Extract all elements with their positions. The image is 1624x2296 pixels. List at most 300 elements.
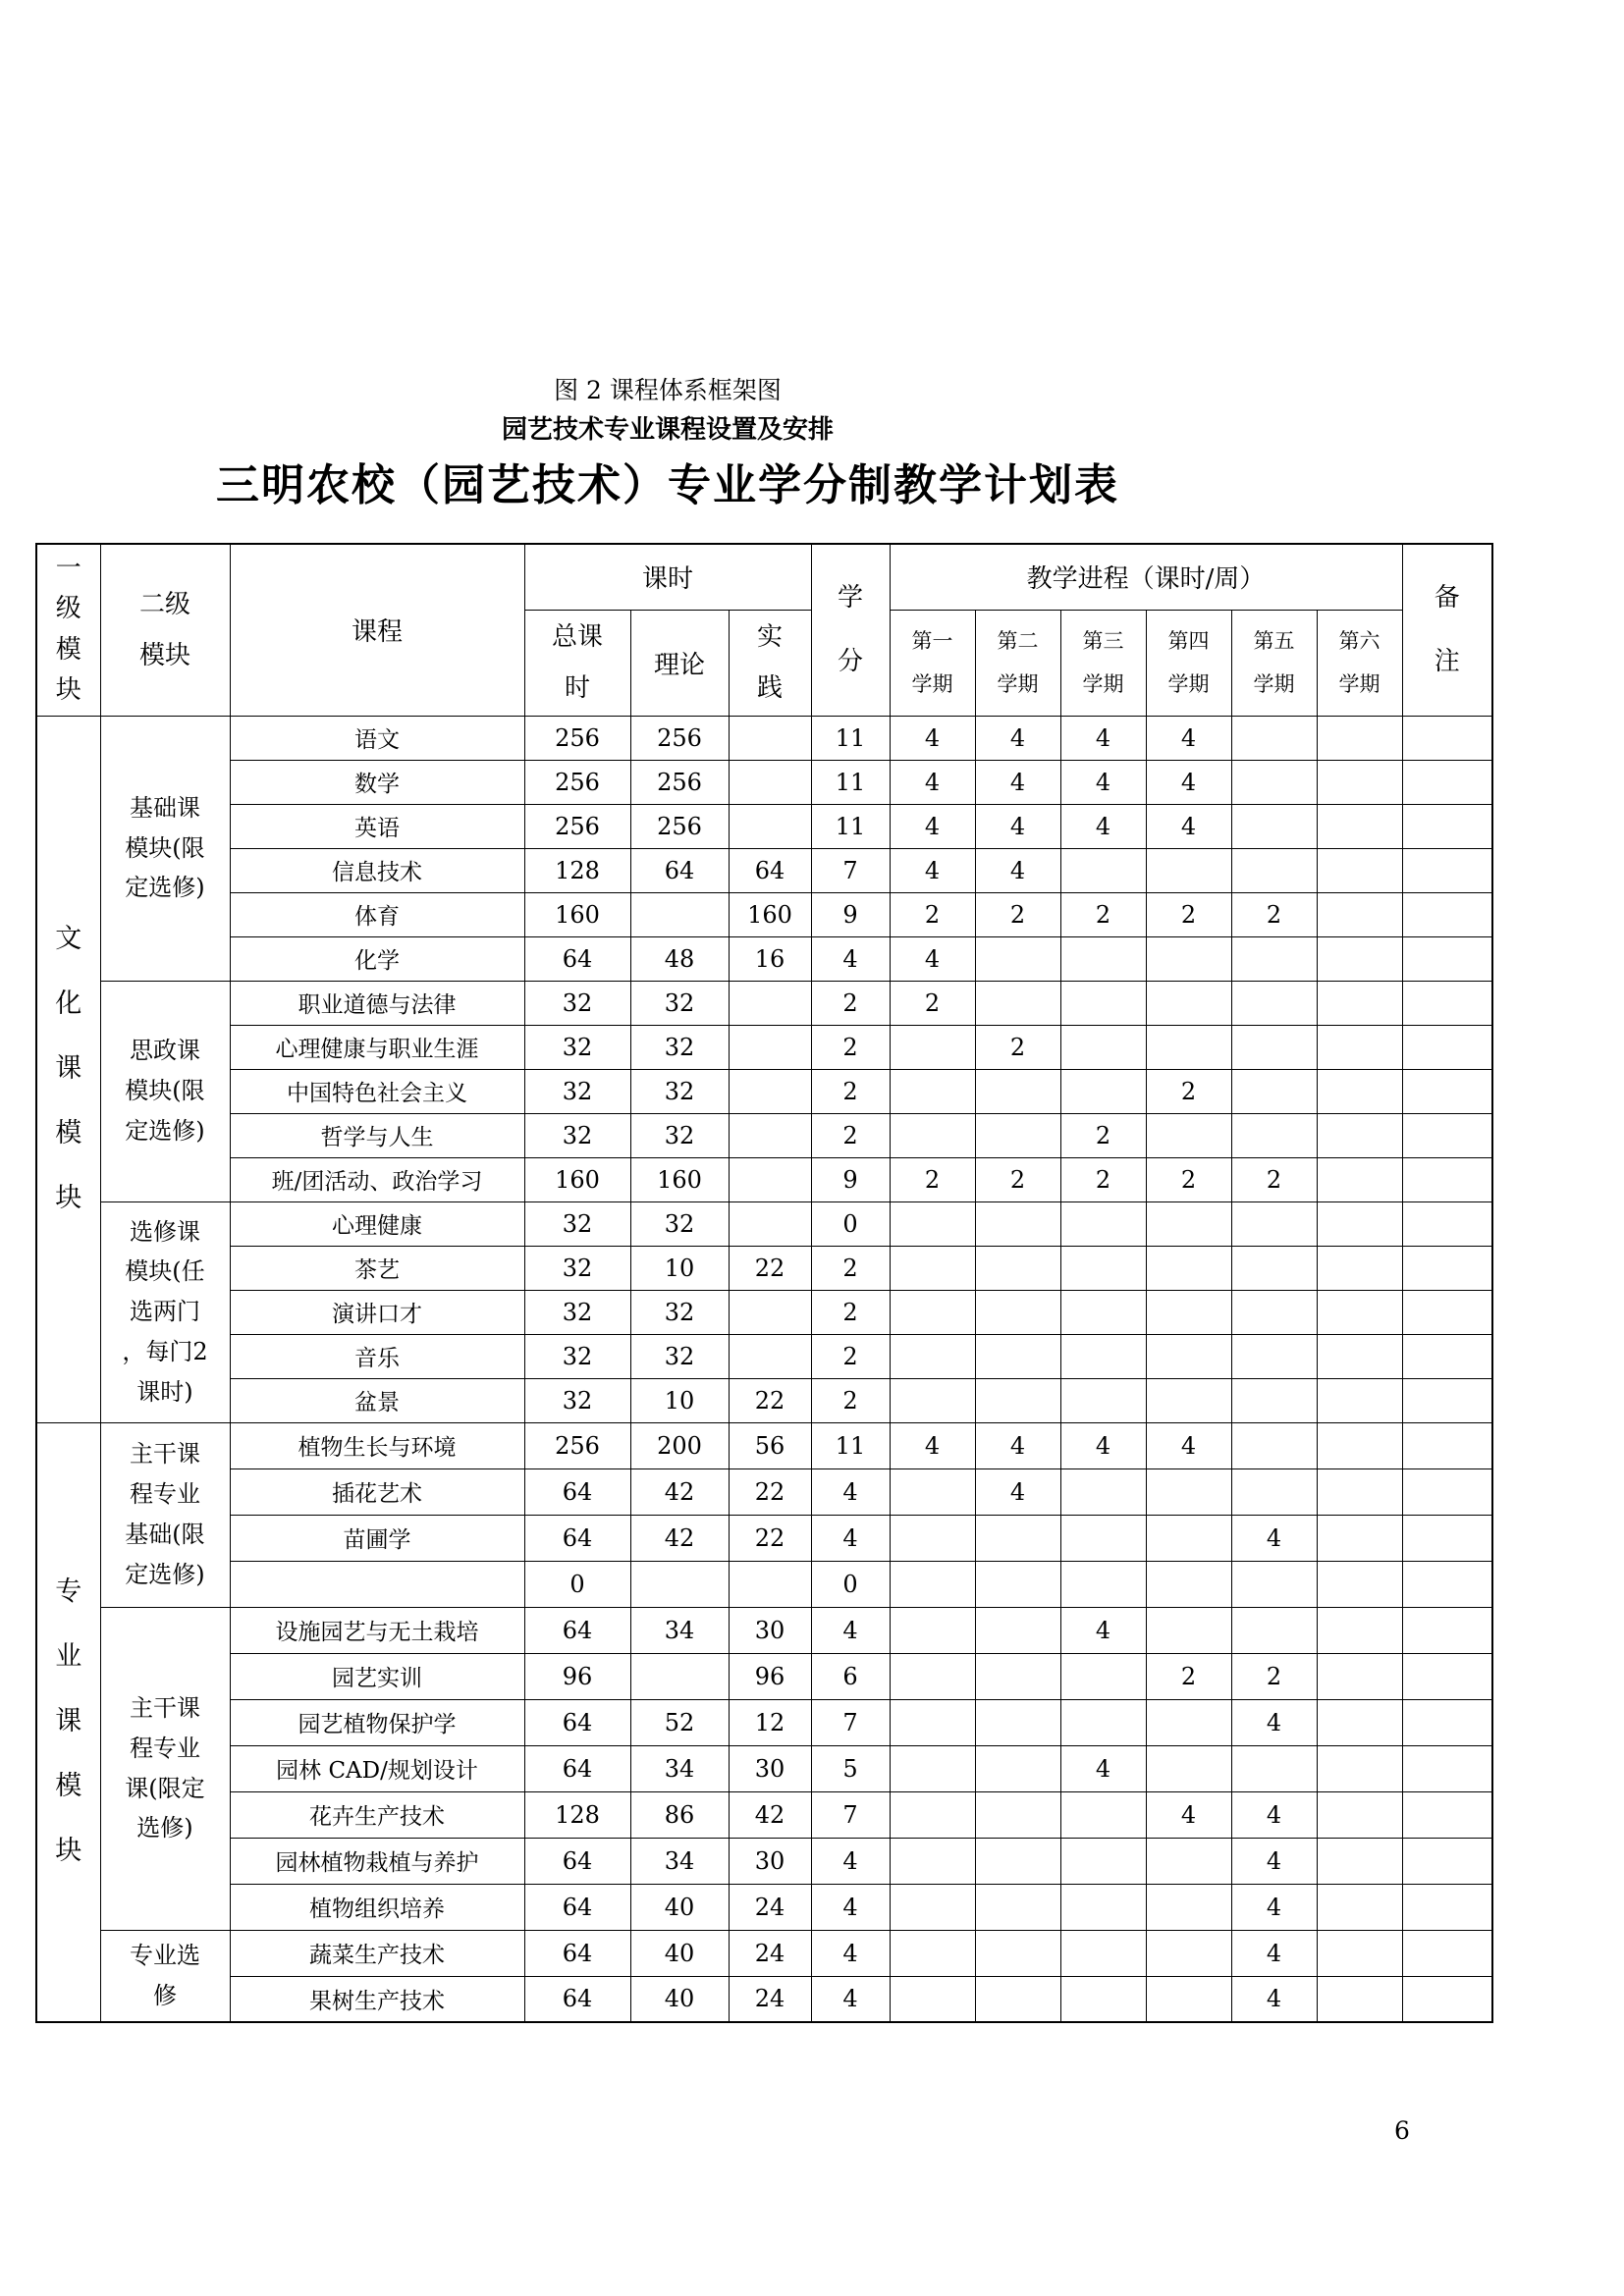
total-hours-cell: 64 xyxy=(524,1838,630,1884)
theory-hours-cell: 42 xyxy=(630,1468,729,1515)
credit-cell: 7 xyxy=(811,848,890,892)
figure-caption: 图 2 课程体系框架图 xyxy=(554,376,782,404)
semester-1-cell: 2 xyxy=(890,981,975,1025)
credit-cell: 2 xyxy=(811,981,890,1025)
table-row xyxy=(36,1607,1492,1653)
header-class-hours: 课时 xyxy=(524,544,811,610)
header-practice-hours: 实践 xyxy=(729,610,811,716)
semester-6-cell xyxy=(1317,1653,1402,1699)
course-name-cell: 哲学与人生 xyxy=(230,1113,524,1157)
semester-4-cell: 4 xyxy=(1146,1422,1231,1468)
semester-5-cell xyxy=(1231,1561,1317,1607)
practice-hours-cell: 30 xyxy=(729,1745,811,1791)
course-name-cell: 果树生产技术 xyxy=(230,1976,524,2022)
note-cell xyxy=(1402,1930,1492,1976)
note-cell xyxy=(1402,1561,1492,1607)
credit-cell: 2 xyxy=(811,1334,890,1378)
semester-3-cell xyxy=(1060,1930,1146,1976)
semester-2-cell: 2 xyxy=(975,1025,1060,1069)
note-cell xyxy=(1402,1025,1492,1069)
theory-hours-cell: 32 xyxy=(630,1069,729,1113)
theory-hours-cell: 32 xyxy=(630,981,729,1025)
semester-1-cell xyxy=(890,1884,975,1930)
theory-hours-cell: 40 xyxy=(630,1930,729,1976)
semester-6-cell xyxy=(1317,1246,1402,1290)
table-row xyxy=(36,1113,1492,1157)
semester-2-cell xyxy=(975,1930,1060,1976)
note-cell xyxy=(1402,1699,1492,1745)
credit-cell: 2 xyxy=(811,1025,890,1069)
theory-hours-cell: 40 xyxy=(630,1976,729,2022)
total-hours-cell: 32 xyxy=(524,1113,630,1157)
course-name-cell: 化学 xyxy=(230,936,524,981)
semester-1-cell xyxy=(890,1025,975,1069)
document-subtitle: 园艺技术专业课程设置及安排 xyxy=(501,415,834,445)
credit-cell: 4 xyxy=(811,1607,890,1653)
semester-6-cell xyxy=(1317,1515,1402,1561)
level2-module-cell: 思政课模块(限定选修) xyxy=(100,981,230,1201)
semester-2-cell xyxy=(975,936,1060,981)
total-hours-cell: 256 xyxy=(524,804,630,848)
practice-hours-cell: 24 xyxy=(729,1976,811,2022)
semester-1-cell xyxy=(890,1791,975,1838)
semester-1-cell: 4 xyxy=(890,848,975,892)
semester-3-cell xyxy=(1060,1246,1146,1290)
header-credit: 学分 xyxy=(811,544,890,716)
semester-1-cell xyxy=(890,1699,975,1745)
practice-hours-cell: 22 xyxy=(729,1515,811,1561)
semester-6-cell xyxy=(1317,848,1402,892)
header-total-hours: 总课时 xyxy=(524,610,630,716)
level1-module-cell: 专业课模块 xyxy=(36,1422,100,2022)
semester-6-cell xyxy=(1317,1930,1402,1976)
course-name-cell: 职业道德与法律 xyxy=(230,981,524,1025)
credit-cell: 4 xyxy=(811,1884,890,1930)
practice-hours-cell xyxy=(729,981,811,1025)
total-hours-cell: 32 xyxy=(524,981,630,1025)
theory-hours-cell: 40 xyxy=(630,1884,729,1930)
semester-5-cell xyxy=(1231,848,1317,892)
theory-hours-cell: 256 xyxy=(630,716,729,760)
semester-1-cell xyxy=(890,1976,975,2022)
semester-5-cell xyxy=(1231,1201,1317,1246)
theory-hours-cell: 10 xyxy=(630,1246,729,1290)
semester-1-cell xyxy=(890,1607,975,1653)
note-cell xyxy=(1402,1745,1492,1791)
header-level2-module: 二级模块 xyxy=(100,544,230,716)
practice-hours-cell: 22 xyxy=(729,1468,811,1515)
note-cell xyxy=(1402,1246,1492,1290)
note-cell xyxy=(1402,1334,1492,1378)
semester-3-cell: 4 xyxy=(1060,716,1146,760)
table-body xyxy=(36,716,1492,2022)
credit-cell: 11 xyxy=(811,760,890,804)
practice-hours-cell xyxy=(729,760,811,804)
theory-hours-cell: 32 xyxy=(630,1025,729,1069)
practice-hours-cell: 42 xyxy=(729,1791,811,1838)
note-cell xyxy=(1402,1791,1492,1838)
semester-2-cell xyxy=(975,1515,1060,1561)
credit-cell: 4 xyxy=(811,936,890,981)
table-row xyxy=(36,716,1492,760)
credit-cell: 11 xyxy=(811,1422,890,1468)
total-hours-cell: 64 xyxy=(524,1930,630,1976)
semester-4-cell xyxy=(1146,1976,1231,2022)
theory-hours-cell: 86 xyxy=(630,1791,729,1838)
semester-5-cell xyxy=(1231,1069,1317,1113)
table-row xyxy=(36,848,1492,892)
semester-2-cell xyxy=(975,1791,1060,1838)
credit-cell: 11 xyxy=(811,804,890,848)
semester-1-cell xyxy=(890,1290,975,1334)
course-name-cell: 体育 xyxy=(230,892,524,936)
semester-4-cell xyxy=(1146,1745,1231,1791)
credit-cell: 5 xyxy=(811,1745,890,1791)
semester-1-cell xyxy=(890,1246,975,1290)
table-row xyxy=(36,1290,1492,1334)
semester-2-cell xyxy=(975,1201,1060,1246)
total-hours-cell: 32 xyxy=(524,1025,630,1069)
course-name-cell: 园林 CAD/规划设计 xyxy=(230,1745,524,1791)
theory-hours-cell: 200 xyxy=(630,1422,729,1468)
semester-3-cell: 4 xyxy=(1060,1607,1146,1653)
semester-4-cell xyxy=(1146,1334,1231,1378)
semester-3-cell xyxy=(1060,848,1146,892)
semester-4-cell: 4 xyxy=(1146,804,1231,848)
note-cell xyxy=(1402,848,1492,892)
semester-6-cell xyxy=(1317,1069,1402,1113)
semester-2-cell: 4 xyxy=(975,804,1060,848)
total-hours-cell: 32 xyxy=(524,1290,630,1334)
semester-4-cell: 2 xyxy=(1146,1157,1231,1201)
course-name-cell: 园艺实训 xyxy=(230,1653,524,1699)
table-row xyxy=(36,804,1492,848)
semester-6-cell xyxy=(1317,804,1402,848)
semester-1-cell: 4 xyxy=(890,804,975,848)
header-theory-hours: 理论 xyxy=(630,610,729,716)
semester-4-cell xyxy=(1146,1378,1231,1422)
table-row xyxy=(36,1334,1492,1378)
table-row xyxy=(36,1246,1492,1290)
course-name-cell: 中国特色社会主义 xyxy=(230,1069,524,1113)
semester-3-cell xyxy=(1060,1468,1146,1515)
semester-2-cell xyxy=(975,1838,1060,1884)
practice-hours-cell: 64 xyxy=(729,848,811,892)
semester-2-cell xyxy=(975,1699,1060,1745)
practice-hours-cell xyxy=(729,1201,811,1246)
total-hours-cell: 160 xyxy=(524,892,630,936)
semester-1-cell: 4 xyxy=(890,716,975,760)
semester-2-cell xyxy=(975,1745,1060,1791)
header-semester-3: 第三学期 xyxy=(1060,610,1146,716)
semester-2-cell: 4 xyxy=(975,848,1060,892)
theory-hours-cell: 42 xyxy=(630,1515,729,1561)
theory-hours-cell xyxy=(630,1561,729,1607)
semester-2-cell xyxy=(975,981,1060,1025)
note-cell xyxy=(1402,1838,1492,1884)
course-name-cell: 信息技术 xyxy=(230,848,524,892)
credit-cell: 2 xyxy=(811,1290,890,1334)
note-cell xyxy=(1402,1607,1492,1653)
semester-3-cell: 4 xyxy=(1060,1745,1146,1791)
semester-4-cell xyxy=(1146,1468,1231,1515)
semester-4-cell xyxy=(1146,1930,1231,1976)
total-hours-cell: 32 xyxy=(524,1201,630,1246)
header-semester-5: 第五学期 xyxy=(1231,610,1317,716)
semester-2-cell xyxy=(975,1334,1060,1378)
semester-4-cell: 4 xyxy=(1146,1791,1231,1838)
credit-cell: 4 xyxy=(811,1930,890,1976)
semester-3-cell xyxy=(1060,1378,1146,1422)
semester-6-cell xyxy=(1317,1607,1402,1653)
credit-cell: 7 xyxy=(811,1791,890,1838)
header-semester-6: 第六学期 xyxy=(1317,610,1402,716)
header-course: 课程 xyxy=(230,544,524,716)
semester-3-cell xyxy=(1060,1561,1146,1607)
credit-cell: 0 xyxy=(811,1201,890,1246)
semester-6-cell xyxy=(1317,1561,1402,1607)
semester-4-cell: 2 xyxy=(1146,1653,1231,1699)
semester-3-cell xyxy=(1060,1515,1146,1561)
semester-6-cell xyxy=(1317,936,1402,981)
semester-5-cell: 4 xyxy=(1231,1884,1317,1930)
practice-hours-cell: 24 xyxy=(729,1930,811,1976)
semester-5-cell xyxy=(1231,1422,1317,1468)
credit-cell: 7 xyxy=(811,1699,890,1745)
total-hours-cell: 256 xyxy=(524,1422,630,1468)
total-hours-cell: 96 xyxy=(524,1653,630,1699)
page-number: 6 xyxy=(1394,2116,1410,2145)
semester-4-cell: 4 xyxy=(1146,716,1231,760)
semester-1-cell xyxy=(890,1468,975,1515)
total-hours-cell: 64 xyxy=(524,1515,630,1561)
teaching-plan-table xyxy=(35,543,1493,2023)
semester-1-cell: 2 xyxy=(890,892,975,936)
theory-hours-cell xyxy=(630,892,729,936)
course-name-cell: 班/团活动、政治学习 xyxy=(230,1157,524,1201)
total-hours-cell: 32 xyxy=(524,1069,630,1113)
course-name-cell: 盆景 xyxy=(230,1378,524,1422)
semester-1-cell: 4 xyxy=(890,936,975,981)
theory-hours-cell: 160 xyxy=(630,1157,729,1201)
semester-1-cell xyxy=(890,1745,975,1791)
practice-hours-cell xyxy=(729,1069,811,1113)
semester-2-cell: 2 xyxy=(975,1157,1060,1201)
semester-6-cell xyxy=(1317,1113,1402,1157)
credit-cell: 0 xyxy=(811,1561,890,1607)
table-row xyxy=(36,1515,1492,1561)
practice-hours-cell xyxy=(729,1561,811,1607)
course-name-cell: 数学 xyxy=(230,760,524,804)
semester-2-cell: 4 xyxy=(975,760,1060,804)
note-cell xyxy=(1402,1653,1492,1699)
semester-1-cell: 4 xyxy=(890,1422,975,1468)
level2-module-cell: 主干课程专业基础(限定选修) xyxy=(100,1422,230,1607)
note-cell xyxy=(1402,1290,1492,1334)
total-hours-cell: 64 xyxy=(524,1976,630,2022)
semester-5-cell xyxy=(1231,1246,1317,1290)
note-cell xyxy=(1402,1422,1492,1468)
semester-3-cell: 2 xyxy=(1060,1113,1146,1157)
table-row xyxy=(36,1745,1492,1791)
semester-4-cell xyxy=(1146,1201,1231,1246)
credit-cell: 4 xyxy=(811,1515,890,1561)
note-cell xyxy=(1402,1468,1492,1515)
practice-hours-cell: 12 xyxy=(729,1699,811,1745)
level2-module-cell: 基础课模块(限定选修) xyxy=(100,716,230,981)
semester-2-cell xyxy=(975,1246,1060,1290)
level2-module-cell: 主干课程专业课(限定选修) xyxy=(100,1607,230,1930)
practice-hours-cell: 160 xyxy=(729,892,811,936)
table-row xyxy=(36,1884,1492,1930)
semester-4-cell xyxy=(1146,1699,1231,1745)
table-row xyxy=(36,1378,1492,1422)
semester-2-cell xyxy=(975,1884,1060,1930)
semester-6-cell xyxy=(1317,716,1402,760)
semester-5-cell: 4 xyxy=(1231,1699,1317,1745)
semester-6-cell xyxy=(1317,892,1402,936)
semester-5-cell xyxy=(1231,1025,1317,1069)
table-row xyxy=(36,1976,1492,2022)
credit-cell: 2 xyxy=(811,1378,890,1422)
table-row xyxy=(36,1791,1492,1838)
header-semester-1: 第一学期 xyxy=(890,610,975,716)
semester-2-cell xyxy=(975,1378,1060,1422)
table-row xyxy=(36,760,1492,804)
semester-4-cell xyxy=(1146,1561,1231,1607)
level2-module-cell: 选修课模块(任选两门，每门2课时) xyxy=(100,1201,230,1422)
credit-cell: 6 xyxy=(811,1653,890,1699)
table-row xyxy=(36,1201,1492,1246)
semester-5-cell xyxy=(1231,1607,1317,1653)
practice-hours-cell: 16 xyxy=(729,936,811,981)
semester-5-cell xyxy=(1231,936,1317,981)
semester-5-cell: 4 xyxy=(1231,1838,1317,1884)
total-hours-cell: 32 xyxy=(524,1246,630,1290)
semester-5-cell: 4 xyxy=(1231,1791,1317,1838)
note-cell xyxy=(1402,1378,1492,1422)
semester-5-cell xyxy=(1231,1113,1317,1157)
total-hours-cell: 64 xyxy=(524,1468,630,1515)
semester-4-cell: 2 xyxy=(1146,892,1231,936)
practice-hours-cell: 30 xyxy=(729,1607,811,1653)
semester-2-cell xyxy=(975,1561,1060,1607)
total-hours-cell: 256 xyxy=(524,760,630,804)
header-level1-module xyxy=(36,544,100,716)
semester-6-cell xyxy=(1317,1745,1402,1791)
theory-hours-cell: 34 xyxy=(630,1607,729,1653)
semester-2-cell: 2 xyxy=(975,892,1060,936)
practice-hours-cell xyxy=(729,1157,811,1201)
total-hours-cell: 128 xyxy=(524,848,630,892)
course-name-cell: 花卉生产技术 xyxy=(230,1791,524,1838)
semester-2-cell: 4 xyxy=(975,716,1060,760)
practice-hours-cell: 96 xyxy=(729,1653,811,1699)
semester-2-cell xyxy=(975,1069,1060,1113)
course-name-cell: 心理健康 xyxy=(230,1201,524,1246)
semester-5-cell xyxy=(1231,1468,1317,1515)
semester-6-cell xyxy=(1317,1422,1402,1468)
practice-hours-cell xyxy=(729,804,811,848)
semester-4-cell xyxy=(1146,1838,1231,1884)
total-hours-cell: 64 xyxy=(524,1745,630,1791)
theory-hours-cell: 34 xyxy=(630,1838,729,1884)
level1-module-cell: 文化课模块 xyxy=(36,716,100,1422)
semester-3-cell: 4 xyxy=(1060,760,1146,804)
note-cell xyxy=(1402,1113,1492,1157)
semester-3-cell xyxy=(1060,1699,1146,1745)
semester-3-cell xyxy=(1060,936,1146,981)
semester-2-cell xyxy=(975,1607,1060,1653)
semester-3-cell xyxy=(1060,1290,1146,1334)
semester-5-cell xyxy=(1231,981,1317,1025)
semester-5-cell xyxy=(1231,760,1317,804)
semester-3-cell xyxy=(1060,1791,1146,1838)
note-cell xyxy=(1402,760,1492,804)
note-cell xyxy=(1402,1515,1492,1561)
semester-3-cell xyxy=(1060,1838,1146,1884)
semester-1-cell xyxy=(890,1838,975,1884)
practice-hours-cell: 56 xyxy=(729,1422,811,1468)
course-name-cell: 心理健康与职业生涯 xyxy=(230,1025,524,1069)
semester-1-cell xyxy=(890,1334,975,1378)
practice-hours-cell xyxy=(729,1290,811,1334)
table-row xyxy=(36,1025,1492,1069)
semester-6-cell xyxy=(1317,1884,1402,1930)
semester-3-cell xyxy=(1060,1334,1146,1378)
semester-6-cell xyxy=(1317,1334,1402,1378)
semester-4-cell xyxy=(1146,1290,1231,1334)
table-row xyxy=(36,1157,1492,1201)
semester-4-cell xyxy=(1146,848,1231,892)
total-hours-cell: 256 xyxy=(524,716,630,760)
theory-hours-cell: 10 xyxy=(630,1378,729,1422)
table-row xyxy=(36,981,1492,1025)
semester-1-cell: 2 xyxy=(890,1157,975,1201)
semester-5-cell xyxy=(1231,804,1317,848)
semester-1-cell xyxy=(890,1378,975,1422)
course-name-cell: 茶艺 xyxy=(230,1246,524,1290)
course-name-cell: 植物组织培养 xyxy=(230,1884,524,1930)
semester-4-cell: 4 xyxy=(1146,760,1231,804)
semester-3-cell: 4 xyxy=(1060,804,1146,848)
theory-hours-cell: 52 xyxy=(630,1699,729,1745)
note-cell xyxy=(1402,981,1492,1025)
semester-6-cell xyxy=(1317,1378,1402,1422)
table-row xyxy=(36,1699,1492,1745)
theory-hours-cell: 32 xyxy=(630,1290,729,1334)
semester-2-cell xyxy=(975,1290,1060,1334)
credit-cell: 11 xyxy=(811,716,890,760)
semester-1-cell xyxy=(890,1069,975,1113)
semester-5-cell: 4 xyxy=(1231,1976,1317,2022)
semester-5-cell: 4 xyxy=(1231,1515,1317,1561)
course-name-cell: 蔬菜生产技术 xyxy=(230,1930,524,1976)
credit-cell: 4 xyxy=(811,1838,890,1884)
semester-5-cell xyxy=(1231,1745,1317,1791)
semester-6-cell xyxy=(1317,1157,1402,1201)
credit-cell: 2 xyxy=(811,1069,890,1113)
theory-hours-cell: 34 xyxy=(630,1745,729,1791)
table-row xyxy=(36,1069,1492,1113)
semester-6-cell xyxy=(1317,760,1402,804)
semester-5-cell xyxy=(1231,716,1317,760)
credit-cell: 4 xyxy=(811,1468,890,1515)
semester-6-cell xyxy=(1317,1201,1402,1246)
table-row xyxy=(36,892,1492,936)
theory-hours-cell: 256 xyxy=(630,760,729,804)
level2-module-cell: 专业选修 xyxy=(100,1930,230,2022)
